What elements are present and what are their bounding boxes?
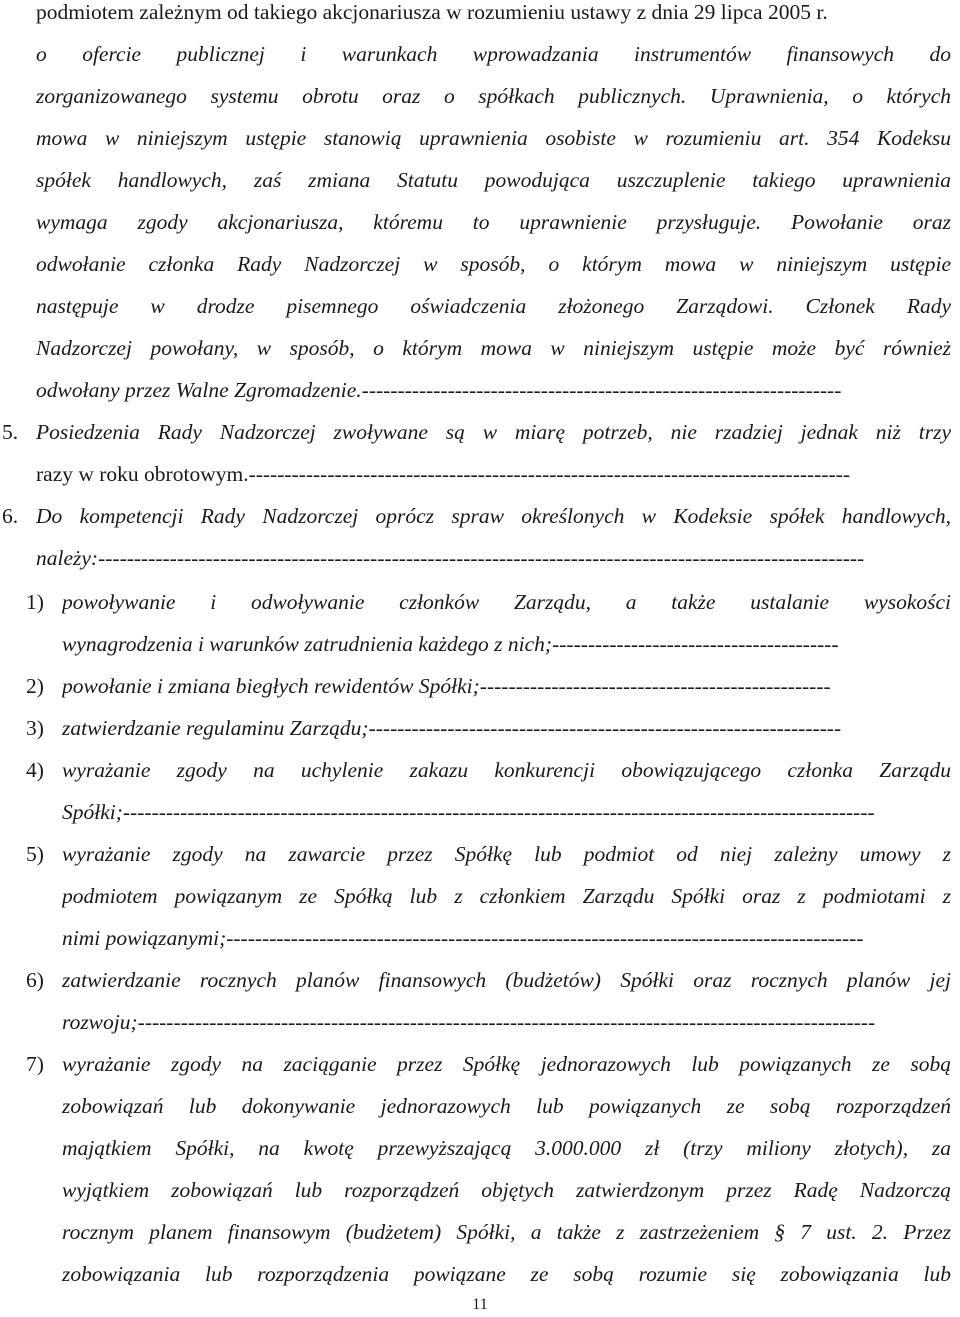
page-number: 11	[472, 1296, 488, 1313]
list-item-line: wyjątkiem zobowiązań lub rozporządzeń objętych zatwierdzonym przez Radę Nadzorczą	[62, 1178, 951, 1202]
text-line: Do kompetencji Rady Nadzorczej oprócz spraw określonych w Kodeksie spółek handlowych,	[36, 504, 951, 528]
list-number: 2)	[26, 674, 44, 698]
list-item-line: zobowiązań lub dokonywanie jednorazowych lub powiązanych ze sobą rozporządzeń	[62, 1094, 951, 1118]
text-line: Nadzorczej powołany, w sposób, o którym mowa w niniejszym ustępie może być również	[36, 336, 951, 360]
list-number: 7)	[26, 1052, 44, 1076]
list-number: 6)	[26, 968, 44, 992]
text-line: Posiedzenia Rady Nadzorczej zwoływane są w miarę potrzeb, nie rzadziej jednak niż trzy	[36, 420, 951, 444]
list-item-line: rozwoju;-------------------------------------------------------------------------------------------------------	[62, 1010, 876, 1034]
paragraph-number: 6.	[2, 504, 19, 528]
list-item-line: majątkiem Spółki, na kwotę przewyższającą 3.000.000 zł (trzy miliony złotych), za	[62, 1136, 951, 1160]
list-item-line: rocznym planem finansowym (budżetem) Spółki, a także z zastrzeżeniem § 7 ust. 2. Przez	[62, 1220, 951, 1244]
list-item-line: wyrażanie zgody na uchylenie zakazu konkurencji obowiązującego członka Zarządu	[62, 758, 951, 782]
text-line: mowa w niniejszym ustępie stanowią uprawnienia osobiste w rozumieniu art. 354 Kodeksu	[36, 126, 951, 150]
text-line: odwołanie członka Rady Nadzorczej w sposób, o którym mowa w niniejszym ustępie	[36, 252, 951, 276]
list-item-line: zatwierdzanie rocznych planów finansowych (budżetów) Spółki oraz rocznych planów jej	[62, 968, 951, 992]
list-item-line: Spółki;---------------------------------------------------------------------------------------------------------	[62, 800, 875, 824]
list-item-line: zatwierdzanie regulaminu Zarządu;------------------------------------------------------------------	[62, 716, 842, 740]
list-item-line: wynagrodzenia i warunków zatrudnienia każdego z nich;----------------------------------------	[62, 632, 839, 656]
list-number: 3)	[26, 716, 44, 740]
list-item-line: zobowiązania lub rozporządzenia powiązane ze sobą rozumie się zobowiązania lub	[62, 1262, 951, 1286]
text-line: wymaga zgody akcjonariusza, któremu to uprawnienie przysługuje. Powołanie oraz	[36, 210, 951, 234]
text-line: spółek handlowych, zaś zmiana Statutu powodująca uszczuplenie takiego uprawnienia	[36, 168, 951, 192]
text-line: zorganizowanego systemu obrotu oraz o spółkach publicznych. Uprawnienia, o których	[36, 84, 951, 108]
text-line: należy:-----------------------------------------------------------------------------------------------------------	[36, 546, 865, 570]
text-line: o ofercie publicznej i warunkach wprowadzania instrumentów finansowych do	[36, 42, 951, 66]
list-item-line: nimi powiązanymi;-----------------------------------------------------------------------------------------	[62, 926, 864, 950]
text-line: następuje w drodze pisemnego oświadczenia złożonego Zarządowi. Członek Rady	[36, 294, 951, 318]
list-item-line: powołanie i zmiana biegłych rewidentów Spółki;-------------------------------------------------	[62, 674, 831, 698]
list-item-line: wyrażanie zgody na zawarcie przez Spółkę lub podmiot od niej zależny umowy z	[62, 842, 951, 866]
paragraph-number: 5.	[2, 420, 19, 444]
text-line: podmiotem zależnym od takiego akcjonariusza w rozumieniu ustawy z dnia 29 lipca 2005 r.	[36, 0, 828, 24]
list-item-line: podmiotem powiązanym ze Spółką lub z członkiem Zarządu Spółki oraz z podmiotami z	[62, 884, 951, 908]
list-item-line: powoływanie i odwoływanie członków Zarządu, a także ustalanie wysokości	[62, 590, 951, 614]
list-number: 5)	[26, 842, 44, 866]
text-line: razy w roku obrotowym.------------------------------------------------------------------------------------	[36, 462, 850, 486]
list-item-line: wyrażanie zgody na zaciąganie przez Spółkę jednorazowych lub powiązanych ze sobą	[62, 1052, 951, 1076]
list-number: 1)	[26, 590, 44, 614]
list-number: 4)	[26, 758, 44, 782]
text-line: odwołany przez Walne Zgromadzenie.-------------------------------------------------------------------	[36, 378, 842, 402]
